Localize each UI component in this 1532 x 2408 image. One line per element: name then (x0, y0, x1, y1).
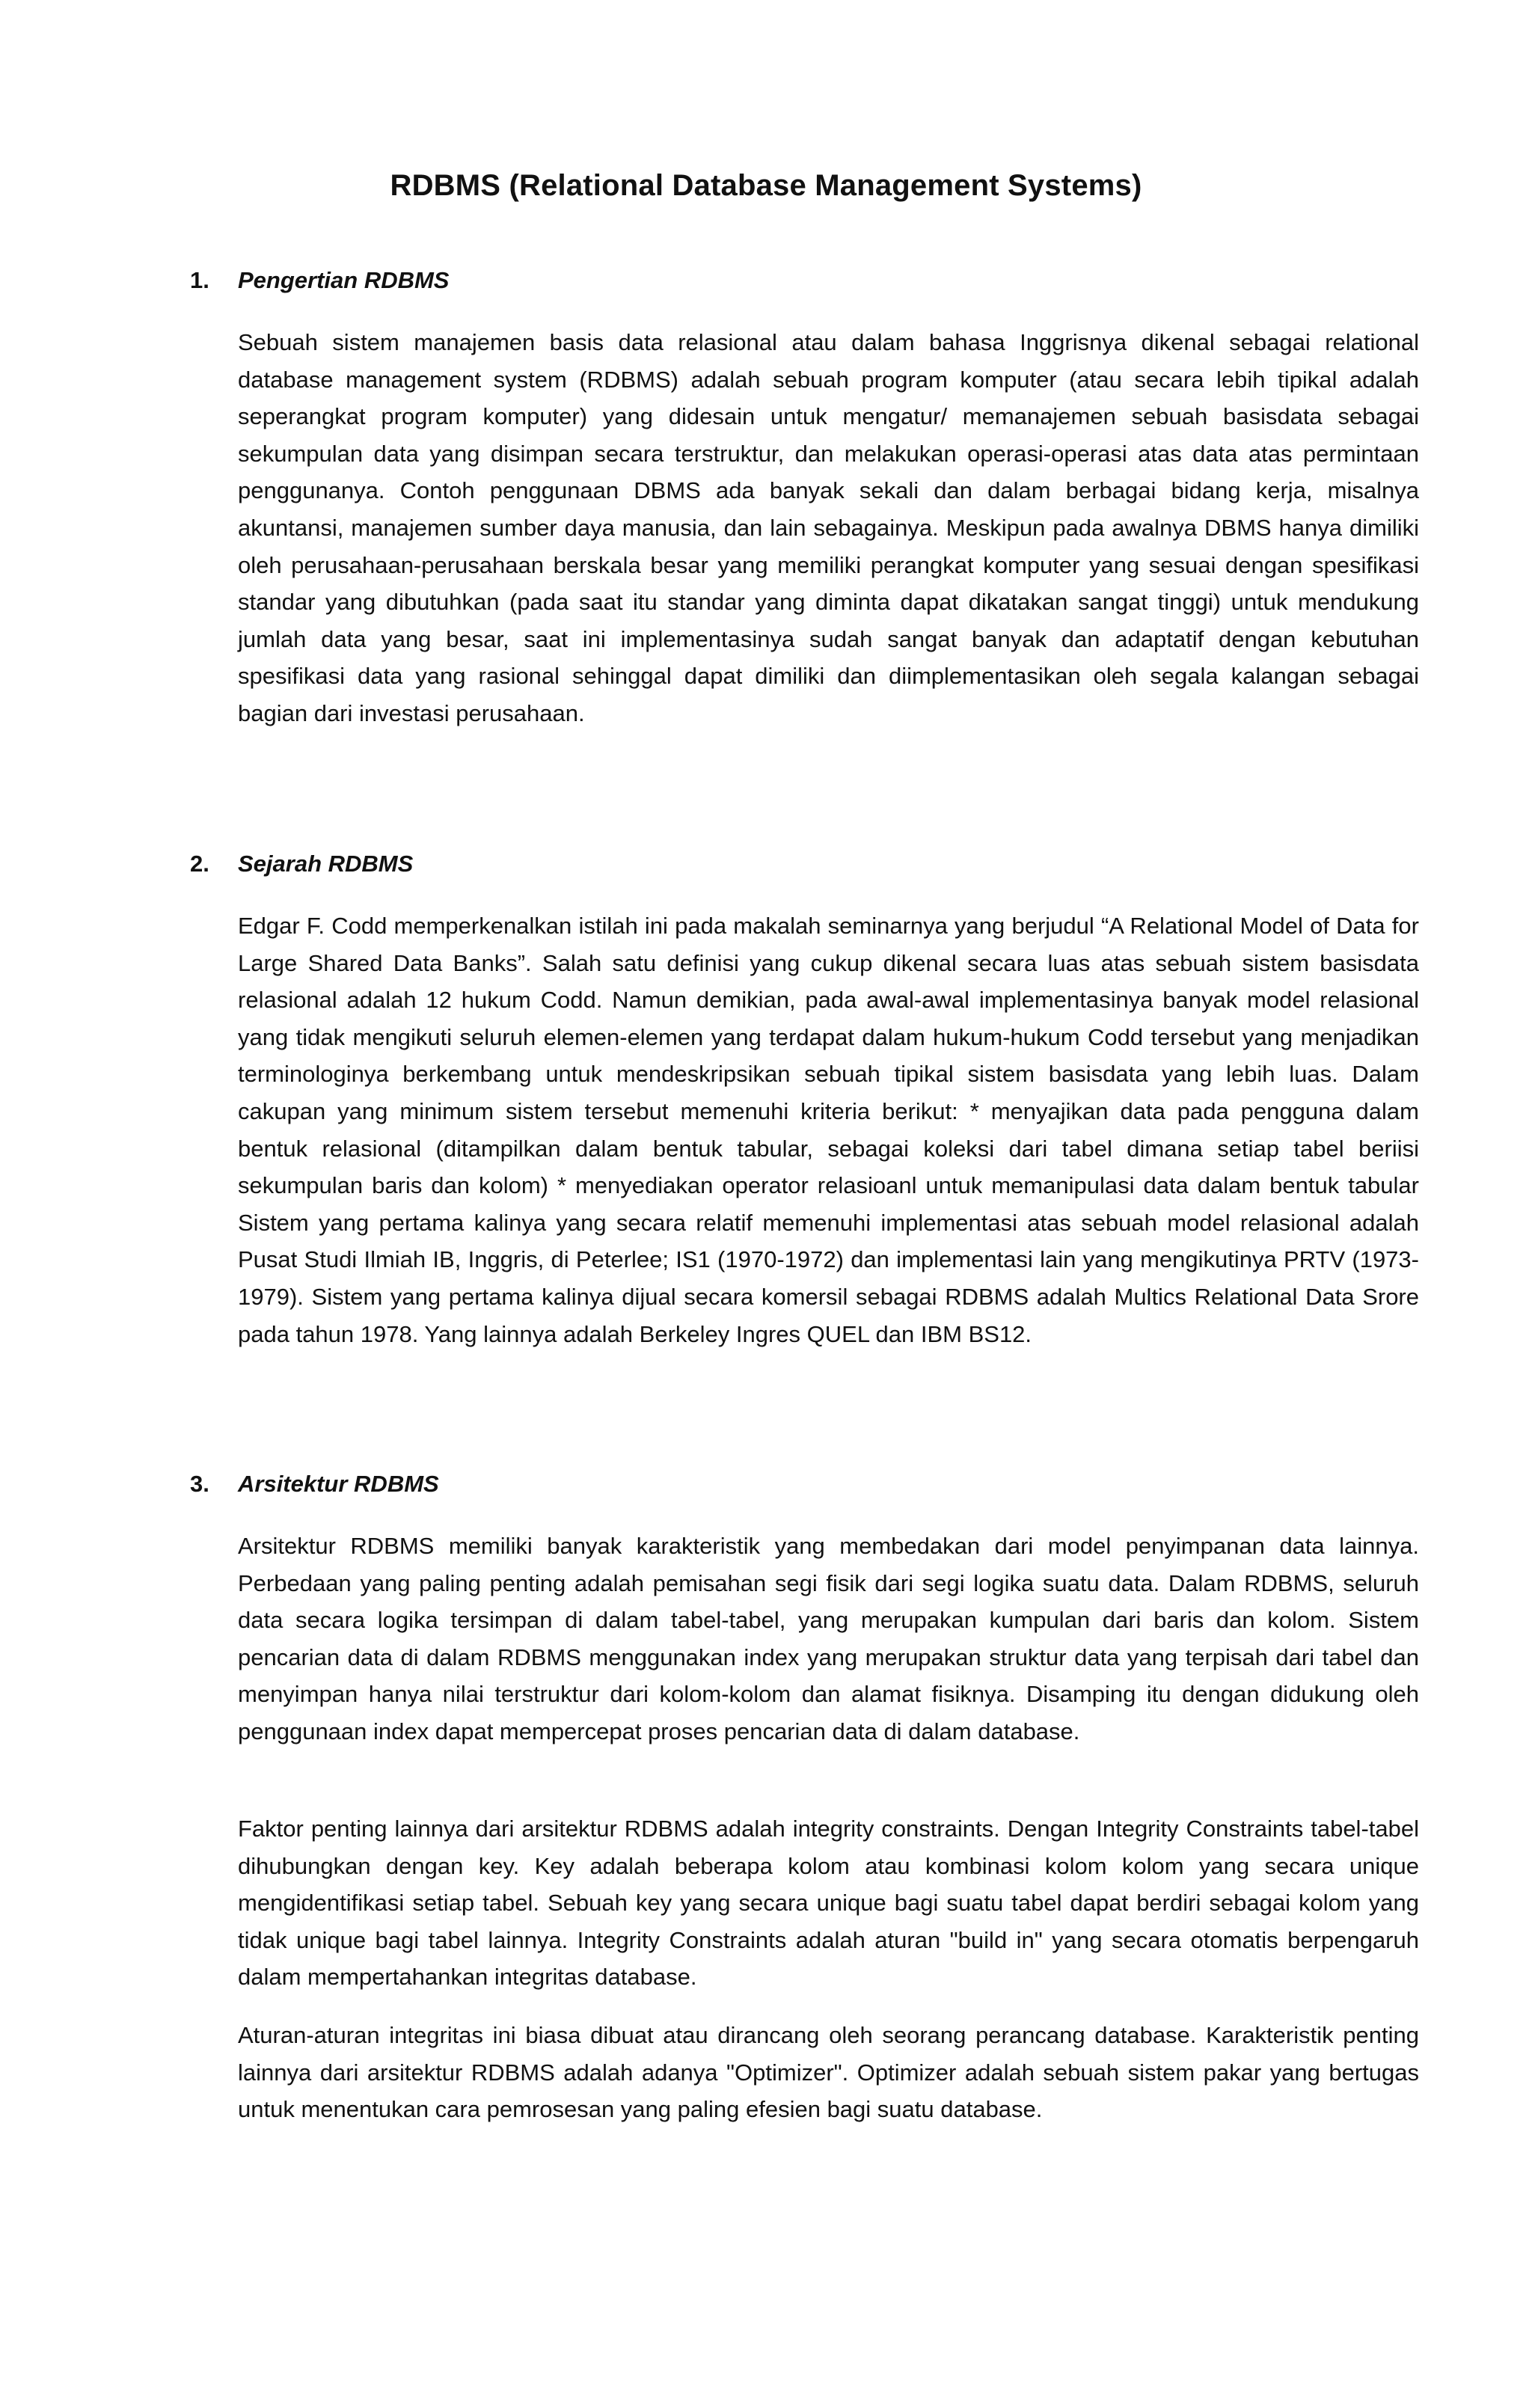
section-heading (190, 266, 449, 295)
section-heading (190, 1469, 439, 1499)
section-number: 3. (190, 1471, 209, 1497)
section-heading (190, 849, 413, 879)
section-title: Sejarah RDBMS (238, 851, 414, 877)
section-3-paragraph-3: Aturan-aturan integritas ini biasa dibuat atau dirancang oleh seorang perancang database. Karakteristik penting lainnya dari arsitektur RDBMS adalah adanya "Optimizer". Optimizer adalah sebuah sistem pakar yang bertugas untuk menentukan cara pemrosesan yang paling efesien bagi suatu database. (238, 2022, 1419, 2123)
section-title: Arsitektur RDBMS (238, 1471, 439, 1497)
section-3-paragraph-1: Arsitektur RDBMS memiliki banyak karakteristik yang membedakan dari model penyimpanan data lainnya. Perbedaan yang paling penting adalah pemisahan segi fisik dari segi logika suatu data. Dalam RDBMS, seluruh data secara logika tersimpan di dalam tabel-tabel, yang merupakan kumpulan dari baris dan kolom. Sistem pencarian data di dalam RDBMS menggunakan index yang merupakan struktur data yang terpisah dari tabel dan menyimpan hanya nilai terstruktur dari kolom-kolom dan alamat fisiknya. Disamping itu dengan didukung oleh penggunaan index dapat mempercepat proses pencarian data di dalam database. (238, 1533, 1419, 1744)
section-title: Pengertian RDBMS (238, 267, 450, 293)
section-number: 1. (190, 267, 209, 293)
section-3-paragraph-2: Faktor penting lainnya dari arsitektur RDBMS adalah integrity constraints. Dengan Integrity Constraints tabel-tabel dihubungkan dengan key. Key adalah beberapa kolom atau kombinasi kolom kolom yang secara unique mengidentifikasi setiap tabel. Sebuah key yang secara unique bagi suatu tabel dapat berdiri sebagai kolom yang tidak unique bagi tabel lainnya. Integrity Constraints adalah aturan "build in" yang secara otomatis berpengaruh dalam mempertahankan integritas database. (238, 1816, 1419, 1991)
section-2-paragraph: Edgar F. Codd memperkenalkan istilah ini pada makalah seminarnya yang berjudul “A Relational Model of Data for Large Shared Data Banks”. Salah satu definisi yang cukup dikenal secara luas atas sebuah sistem basisdata relasional adalah 12 hukum Codd. Namun demikian, pada awal-awal implementasinya banyak model relasional yang tidak mengikuti seluruh elemen-elemen yang terdapat dalam hukum-hukum Codd tersebut yang menjadikan terminologinya berkembang untuk mendeskripsikan sebuah tipikal sistem basisdata yang lebih luas. Dalam cakupan yang minimum sistem tersebut memenuhi kriteria berikut: * menyajikan data pada pengguna dalam bentuk relasional (ditampilkan dalam bentuk tabular, sebagai koleksi dari tabel dimana setiap tabel beriisi sekumpulan baris dan kolom) * menyediakan operator relasioanl untuk memanipulasi data dalam bentuk tabular Sistem yang pertama kalinya yang secara relatif memenuhi implementasi atas sebuah model relasional adalah Pusat Studi Ilmiah IB, Inggris, di Peterlee; IS1 (1970-1972) dan implementasi lain yang mengikutinya PRTV (1973-1979). Sistem yang pertama kalinya dijual secara komersil sebagai RDBMS adalah Multics Relational Data Srore pada tahun 1978. Yang lainnya adalah Berkeley Ingres QUEL dan IBM BS12. (238, 913, 1419, 1347)
section-1-paragraph: Sebuah sistem manajemen basis data relasional atau dalam bahasa Inggrisnya dikenal sebagai relational database management system (RDBMS) adalah sebuah program komputer (atau secara lebih tipikal adalah seperangkat program komputer) yang didesain untuk mengatur/ memanajemen sebuah basisdata sebagai sekumpulan data yang disimpan secara terstruktur, dan melakukan operasi-operasi atas data atas permintaan penggunanya. Contoh penggunaan DBMS ada banyak sekali dan dalam berbagai bidang kerja, misalnya akuntansi, manajemen sumber daya manusia, dan lain sebagainya. Meskipun pada awalnya DBMS hanya dimiliki oleh perusahaan-perusahaan berskala besar yang memiliki perangkat komputer yang sesuai dengan spesifikasi standar yang dibutuhkan (pada saat itu standar yang diminta dapat dikatakan sangat tinggi) untuk mendukung jumlah data yang besar, saat ini implementasinya sudah sangat banyak dan adaptatif dengan kebutuhan spesifikasi data yang rasional sehinggal dapat dimiliki dan diimplementasikan oleh segala kalangan sebagai bagian dari investasi perusahaan. (238, 329, 1419, 726)
document-title: RDBMS (Relational Database Management Systems) (390, 168, 1142, 202)
section-number: 2. (190, 851, 209, 877)
